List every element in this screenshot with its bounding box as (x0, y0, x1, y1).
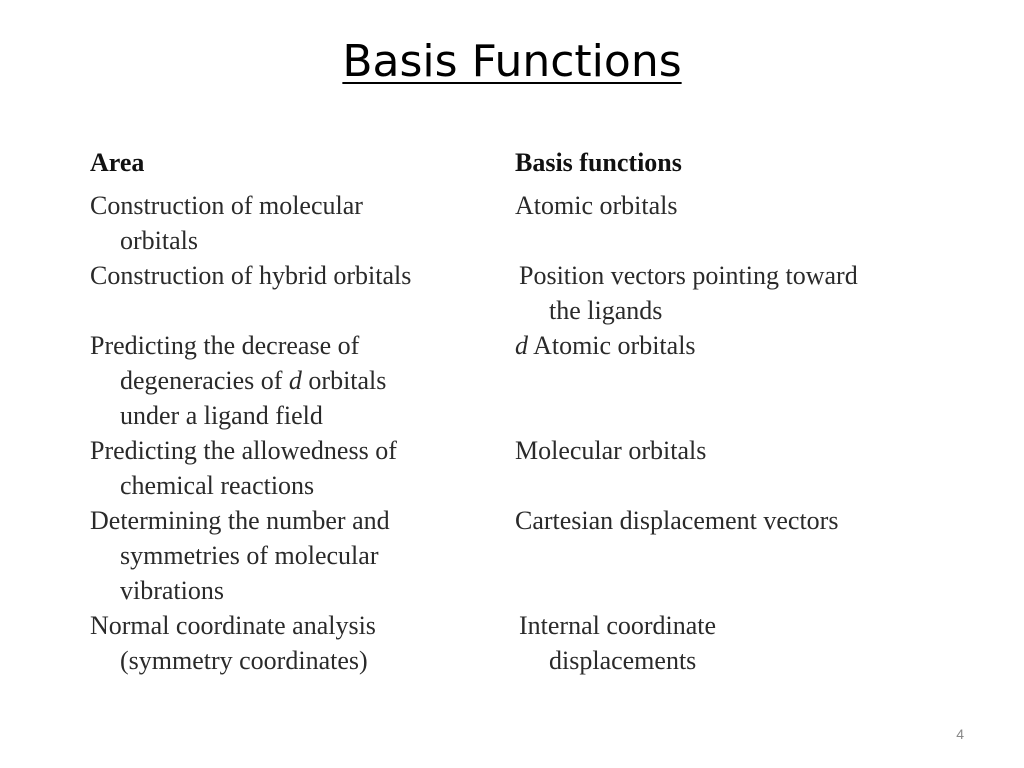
basis-cell (515, 433, 950, 468)
basis-text: Cartesian displacement vectors (515, 506, 839, 535)
basis-text: Position vectors pointing toward (519, 261, 858, 290)
area-cell (90, 258, 515, 293)
basis-cell (515, 608, 950, 678)
page-number: 4 (956, 726, 964, 742)
basis-text: Atomic orbitals (515, 191, 678, 220)
table-row (90, 188, 950, 258)
basis-cell (515, 328, 950, 363)
basis-text: the ligands (549, 296, 663, 325)
table-row (90, 433, 950, 503)
area-cell (90, 328, 515, 433)
area-text: degeneracies of (120, 366, 289, 395)
area-text: (symmetry coordinates) (120, 646, 368, 675)
area-text: chemical reactions (120, 471, 315, 500)
table-row (90, 503, 950, 608)
slide-title (0, 36, 1024, 89)
basis-cell (515, 258, 950, 328)
basis-text: displacements (549, 646, 697, 675)
area-cell (90, 503, 515, 608)
basis-functions-table (90, 145, 950, 678)
table-row (90, 328, 950, 433)
basis-text: Molecular orbitals (515, 436, 707, 465)
area-text: Construction of hybrid orbitals (90, 261, 412, 290)
slide-title-text: Basis Functions (342, 36, 682, 87)
area-text-line (90, 363, 515, 398)
basis-text: Internal coordinate (519, 611, 717, 640)
area-text-italic-d: d (288, 366, 302, 395)
table-row (90, 258, 950, 328)
area-cell (90, 608, 515, 678)
area-text: Determining the number and (90, 506, 390, 535)
basis-cell (515, 188, 950, 223)
basis-text-italic-d: d (515, 331, 528, 360)
area-text: Normal coordinate analysis (90, 611, 376, 640)
area-text: Predicting the allowedness of (90, 436, 397, 465)
area-cell (90, 188, 515, 258)
area-text: Predicting the decrease of (90, 331, 360, 360)
area-text: symmetries of molecular (120, 541, 379, 570)
basis-text-line (515, 328, 950, 363)
basis-cell (515, 503, 950, 538)
area-text: orbitals (120, 226, 198, 255)
header-area: Area (90, 148, 145, 177)
table-header-row (90, 145, 950, 180)
basis-text: Atomic orbitals (528, 331, 696, 360)
area-text: vibrations (120, 576, 224, 605)
area-text: under a ligand field (120, 401, 323, 430)
area-text: Construction of molecular (90, 191, 363, 220)
table-row (90, 608, 950, 678)
area-cell (90, 433, 515, 503)
header-basis-functions: Basis functions (515, 148, 682, 177)
area-text: orbitals (301, 366, 387, 395)
